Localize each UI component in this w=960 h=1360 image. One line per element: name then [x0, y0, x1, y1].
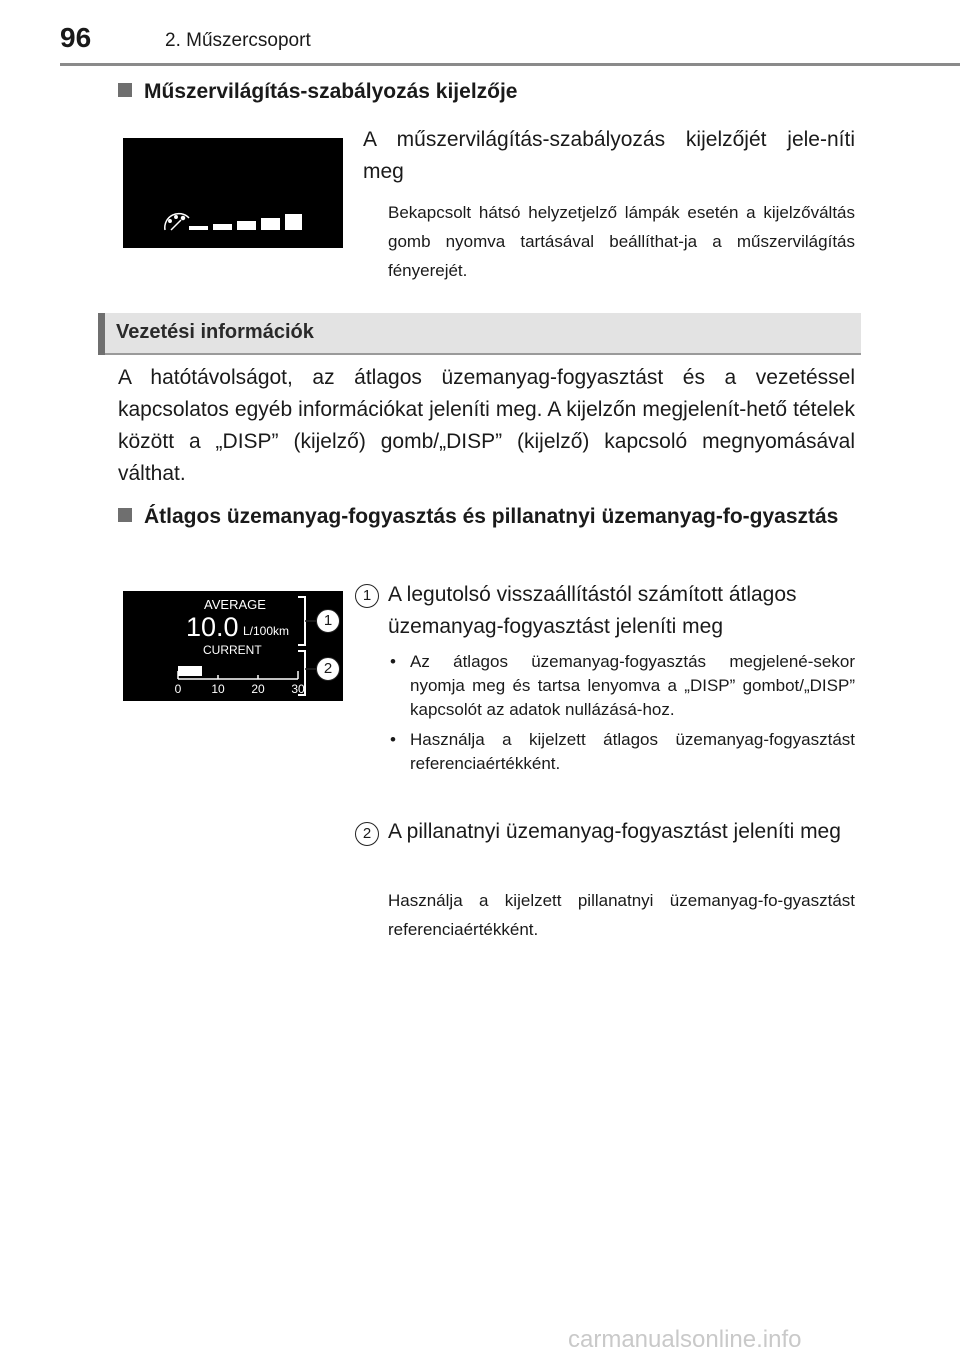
item1-number: 1	[355, 584, 379, 608]
callout-2: 2	[316, 657, 340, 681]
current-label: CURRENT	[203, 643, 262, 657]
scale-label: 30	[291, 682, 305, 696]
level-bar	[237, 221, 256, 230]
section-title: Vezetési információk	[116, 321, 314, 343]
callout-1: 1	[316, 609, 340, 633]
bracket-current	[298, 651, 305, 695]
average-value: 10.0	[186, 612, 239, 642]
illumination-display	[123, 138, 343, 248]
illum-note: Bekapcsolt hátsó helyzetjelző lámpák esetén a kijelzőváltás gomb nyomva tartásával beállíthat-ja a műszervilágítás fényerejét.	[388, 203, 855, 280]
level-bar	[261, 218, 280, 230]
bullet-square-icon	[118, 83, 132, 97]
page-number: 96	[60, 22, 92, 53]
level-bar	[285, 214, 302, 230]
illum-main-text: A műszervilágítás-szabályozás kijelzőjét jele-níti meg	[363, 128, 855, 183]
level-bars	[189, 214, 302, 230]
chapter-title: 2. Műszercsoport	[165, 30, 311, 51]
scale-label: 0	[174, 682, 182, 696]
illum-heading	[118, 80, 518, 104]
bracket-average	[298, 597, 305, 645]
illum-title: Műszervilágítás-szabályozás kijelzője	[144, 80, 518, 103]
header-rule	[60, 63, 960, 66]
item2-text: A pillanatnyi üzemanyag-fogyasztást jeleníti meg	[388, 820, 841, 843]
average-unit: L/100km	[243, 624, 290, 638]
item1-text: A legutolsó visszaállítástól számított átlagos üzemanyag-fogyasztást jeleníti meg	[388, 583, 797, 638]
illumination-level-svg	[123, 138, 343, 248]
fuel-heading	[118, 500, 855, 533]
level-bar	[213, 224, 232, 230]
brightness-icon	[165, 214, 189, 230]
watermark: carmanualsonline.info	[568, 1326, 802, 1353]
item1-bullets	[388, 650, 855, 782]
section-bar-edge	[98, 313, 105, 355]
list-item: • Az átlagos üzemanyag-fogyasztás megjelené-sekor nyomja meg és tartsa lenyomva a „DISP” gombot/„DISP” kapcsolót az adatok nullázásá-hoz.	[388, 650, 855, 722]
level-bar	[189, 226, 208, 230]
item2-number: 2	[355, 822, 379, 846]
scale-label: 20	[251, 682, 265, 696]
list-item: • Használja a kijelzett átlagos üzemanyag-fogyasztást referenciaértékként.	[388, 728, 855, 776]
bullet-square-icon	[118, 508, 132, 522]
section-bar	[98, 313, 861, 355]
current-consumption-bar	[178, 666, 202, 676]
scale-label: 10	[211, 682, 225, 696]
intro-paragraph: A hatótávolságot, az átlagos üzemanyag-fogyasztást és a vezetéssel kapcsolatos egyéb információkat jeleníti meg. A kijelzőn megjelenít-hető tételek között a „DISP” (kijelző) gomb/„DISP” (kijelző) kapcsoló megnyomásával válthat.	[118, 366, 855, 485]
item2-note: Használja a kijelzett pillanatnyi üzemanyag-fo-gyasztást referenciaértékként.	[388, 891, 855, 939]
average-label: AVERAGE	[204, 597, 266, 612]
fuel-title: Átlagos üzemanyag-fogyasztás és pillanatnyi üzemanyag-fo-gyasztás	[144, 505, 839, 528]
